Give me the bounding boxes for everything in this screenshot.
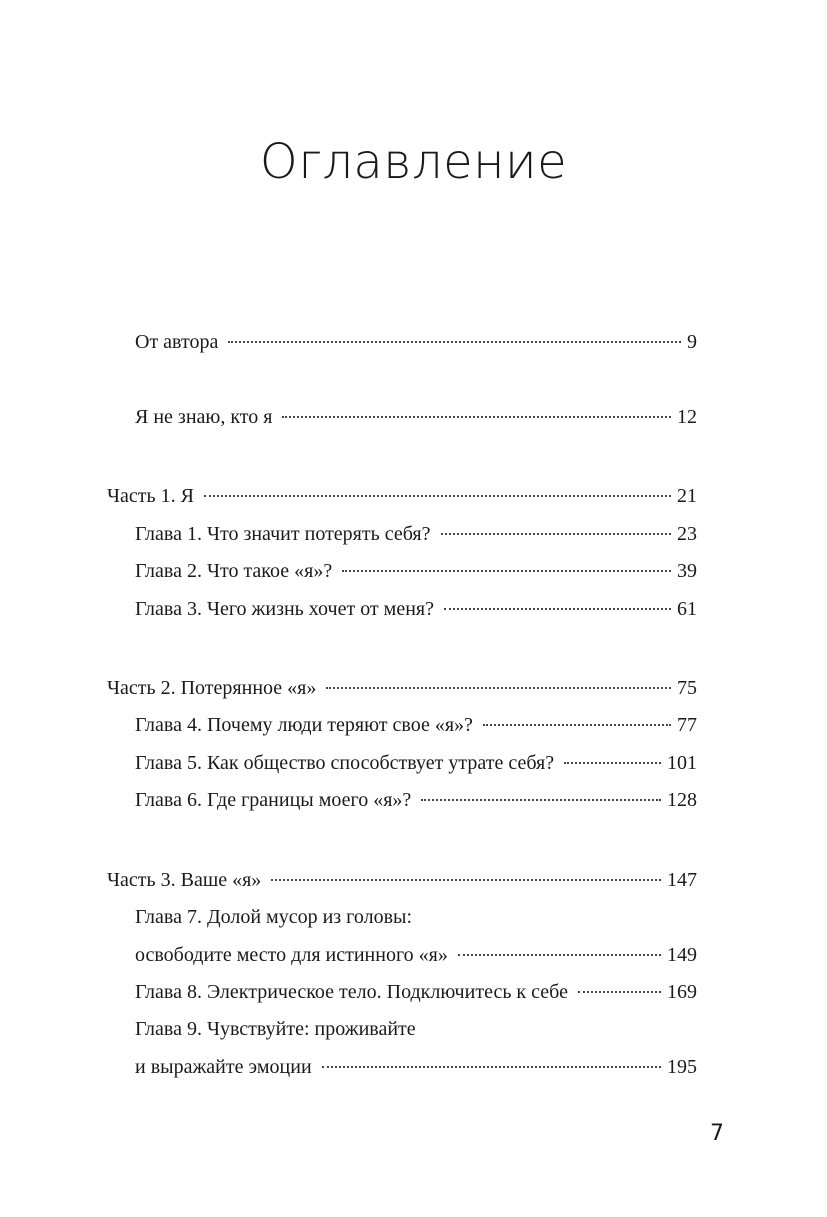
dot-leader [271,879,661,881]
toc-entry-text: Глава 6. Где границы моего «я»? [135,789,412,811]
toc-entry-text: и выражайте эмоции [135,1056,312,1078]
dot-leader [444,608,671,610]
toc-entry-text: Глава 7. Долой мусор из головы: [135,906,413,928]
dot-leader [322,1066,661,1068]
toc-entry-chapter-9-line-2 [135,1054,697,1080]
dot-leader [578,991,661,993]
dot-leader [342,570,671,572]
dot-leader [483,724,671,726]
toc-entry-chapter-7-line-2 [135,942,697,968]
toc-entry-chapter-3 [135,596,697,622]
toc-page-number: 128 [667,789,697,811]
toc-page-number: 9 [687,331,697,353]
toc-entry-text: Часть 1. Я [107,485,194,507]
toc-entry-chapter-5 [135,750,697,776]
toc-page-number: 23 [677,523,697,545]
dot-leader [458,954,661,956]
dot-leader [228,341,681,343]
toc-page-number: 149 [667,944,697,966]
dot-leader [421,799,661,801]
toc-entry-chapter-6 [135,787,697,813]
toc-entry-text: Глава 3. Чего жизнь хочет от меня? [135,598,434,620]
dot-leader [564,762,661,764]
toc-entry-foreword [135,329,697,355]
toc-page-number: 147 [667,869,697,891]
toc-page-number: 61 [677,598,697,620]
toc-entry-text: освободите место для истинного «я» [135,944,448,966]
toc-entry-text: Часть 2. Потерянное «я» [107,677,317,699]
page-number-folio: 7 [710,1121,724,1146]
page-title: Оглавление [259,134,568,190]
toc-entry-chapter-7-line-1 [135,904,697,930]
toc-entry-text: Часть 3. Ваше «я» [107,869,262,891]
toc-entry-intro [135,404,697,430]
toc-entry-part-1 [107,483,697,509]
toc-entry-text: От автора [135,331,219,353]
toc-page-number: 169 [667,981,697,1003]
toc-entry-chapter-9-line-1 [135,1016,697,1042]
toc-page-number: 101 [667,752,697,774]
dot-leader [282,416,671,418]
dot-leader [326,687,671,689]
dot-leader [204,495,671,497]
toc-entry-part-3 [107,867,697,893]
toc-entry-chapter-4 [135,712,697,738]
toc-entry-text: Глава 9. Чувствуйте: проживайте [135,1018,416,1040]
toc-entry-text: Глава 5. Как общество способствует утрате себя? [135,752,555,774]
toc-entry-text: Я не знаю, кто я [135,406,273,428]
toc-page-number: 195 [667,1056,697,1078]
toc-entry-chapter-1 [135,521,697,547]
toc-entry-text: Глава 4. Почему люди теряют свое «я»? [135,714,473,736]
toc-entry-text: Глава 1. Что значит потерять себя? [135,523,431,545]
toc-page-number: 39 [677,560,697,582]
dot-leader [441,533,672,535]
toc-entry-text: Глава 2. Что такое «я»? [135,560,333,582]
toc-page-number: 21 [677,485,697,507]
toc-entry-text: Глава 8. Электрическое тело. Подключитесь к себе [135,981,568,1003]
toc-page-number: 12 [677,406,697,428]
toc-page-number: 75 [677,677,697,699]
toc-entry-chapter-8 [135,979,697,1005]
toc-entry-chapter-2 [135,558,697,584]
toc-entry-part-2 [107,675,697,701]
toc-page-number: 77 [677,714,697,736]
